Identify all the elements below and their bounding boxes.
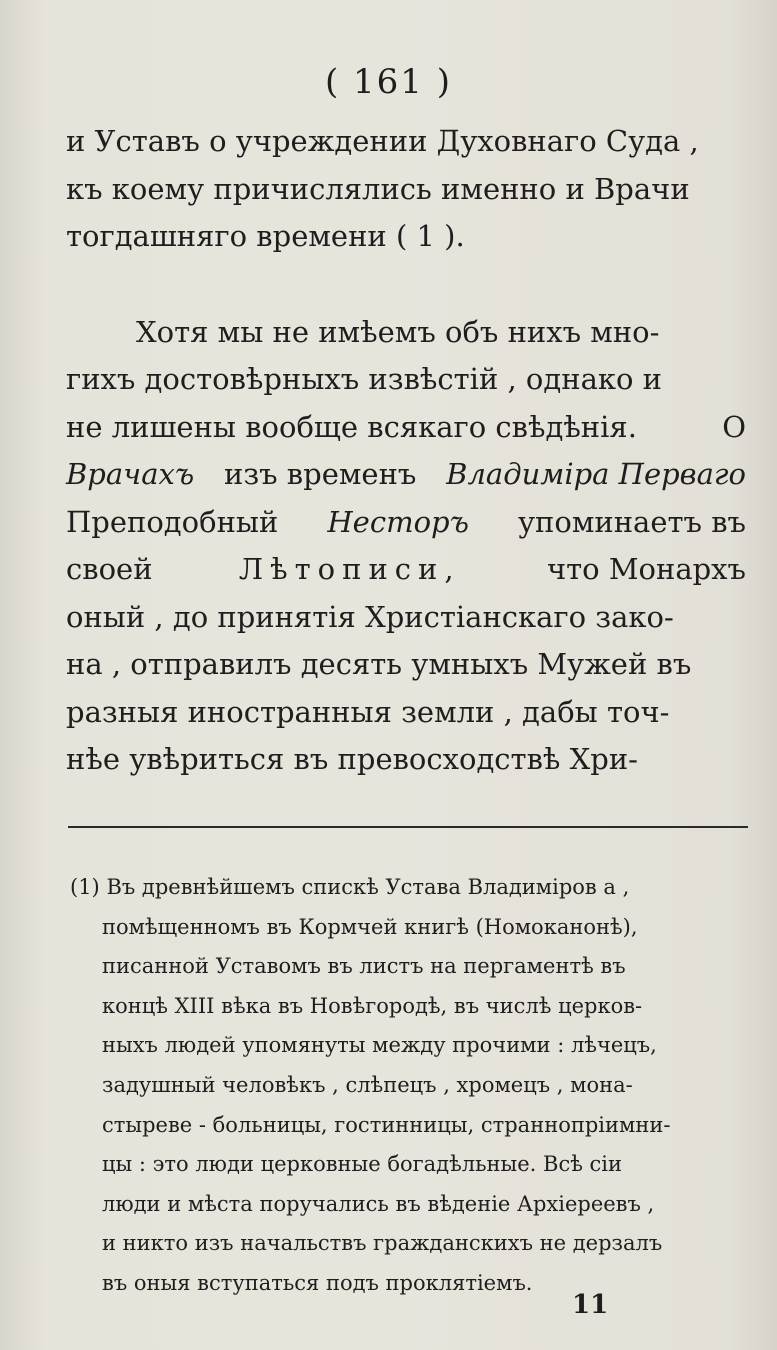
text-line: къ коему причислялись именно и Врачи [66,171,690,206]
text-line [66,499,746,547]
text-line: гихъ достовѣрныхъ извѣстій , однако и [66,362,662,396]
text-span: изъ временъ [223,457,417,491]
text-span: что Монархъ [546,552,746,586]
footnote-line [70,868,760,908]
footnote-line: помѣщенномъ въ Кормчей книгѣ (Номоканонѣ), [102,914,638,939]
text-span: своей [66,552,153,586]
text-line: оный , до принятія Христіанскаго зако- [66,599,674,634]
emphasized-name: Владиміра Перваго [446,457,746,491]
emphasized-word: Врачахъ [66,457,195,491]
text-line: на , отправилъ десять умныхъ Мужей въ [66,647,692,681]
footnote-marker: (1) [70,875,100,899]
text-line: нѣе увѣриться въ превосходствѣ Хри- [66,742,638,776]
text-line: и Уставъ о учреждении Духовнаго Суда , [66,124,699,158]
text-span: Преподобный [66,504,279,539]
text-span: О [722,409,746,444]
spaced-word: Лѣтописи, [238,552,461,586]
footnote-line: стыреве - больницы, гостинницы, страннопріимни- [102,1112,671,1137]
footnote-line: писанной Уставомъ въ листъ на пергаментѣ въ [102,954,626,979]
footnote-line: ныхъ людей упомянуты между прочими : лѣчецъ, [102,1033,657,1058]
footnote-line: люди и мѣста поручались въ вѣденіе Архіереевъ , [102,1191,655,1216]
emphasized-name: Несторъ [327,504,469,539]
text-line: Хотя мы не имѣемъ объ нихъ мно- [136,314,660,349]
footnote-line: цы : это люди церковные богадѣльные. Всѣ сіи [102,1152,623,1177]
footnote-divider [68,826,748,828]
paragraph-gap [66,261,746,309]
page-number: ( 161 ) [324,62,453,102]
signature-mark: 11 [572,1290,609,1320]
text-line: тогдашняго времени ( 1 ). [66,219,465,253]
text-line [66,404,746,452]
main-text [66,118,746,784]
footnote [70,868,760,1304]
footnote-line: концѣ XIII вѣка въ Новѣгородѣ, въ числѣ церков- [102,993,643,1018]
footnote-line: и никто изъ начальствъ гражданскихъ не дерзалъ [102,1231,663,1256]
text-span: упоминаетъ въ [517,504,746,539]
footnote-line: задушный человѣкъ , слѣпецъ , хромецъ , мона- [102,1072,633,1097]
text-line [66,451,746,499]
text-span: не лишены вообще всякаго свѣдѣнія. [66,409,637,444]
footnote-text: Въ древнѣйшемъ спискѣ Устава Владиміров а , [106,875,630,899]
text-line: разныя иностранныя земли , дабы точ- [66,694,670,729]
footnote-line: въ оныя вступаться подъ проклятіемъ. [102,1270,533,1295]
text-line [66,546,746,594]
